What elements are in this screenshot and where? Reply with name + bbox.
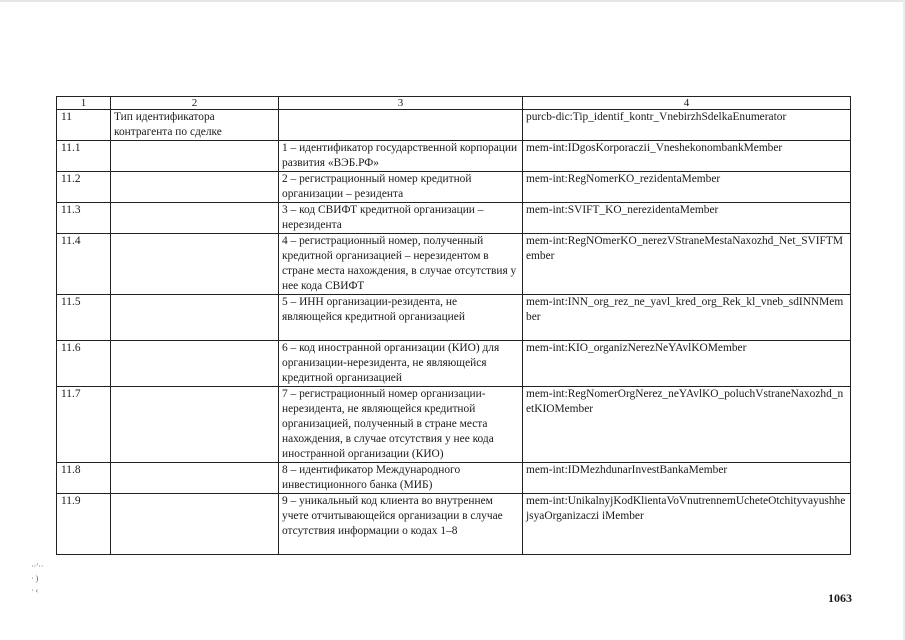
row-description: [279, 110, 523, 141]
column-header: 4: [523, 97, 851, 110]
data-table: [56, 96, 851, 555]
row-name: [111, 387, 279, 463]
table-row: [57, 141, 851, 172]
column-header: 1: [57, 97, 111, 110]
column-header: 2: [111, 97, 279, 110]
row-code: 11.9: [57, 494, 111, 555]
row-value: mem-int:RegNOmerKO_nerezVStraneMestaNaxozhd_Net_SVIFTMember: [523, 234, 851, 295]
row-value: mem-int:INN_org_rez_ne_yavl_kred_org_Rek_kl_vneb_sdINNMember: [523, 295, 851, 341]
row-description: 7 – регистрационный номер организации-нерезидента, не являющейся кредитной организацией, полученный в стране места нахождения, в случае отсутствия у нее кода иностранной организации (КИО): [279, 387, 523, 463]
table-row: [57, 387, 851, 463]
row-value: mem-int:IDgosKorporaczii_VneshekonombankMember: [523, 141, 851, 172]
table-row: [57, 203, 851, 234]
table-header-row: [57, 97, 851, 110]
row-name: [111, 172, 279, 203]
table-row: [57, 463, 851, 494]
row-code: 11.3: [57, 203, 111, 234]
row-code: 11.2: [57, 172, 111, 203]
row-name: [111, 234, 279, 295]
row-description: 6 – код иностранной организации (КИО) для организации-нерезидента, не являющейся кредитной организацией: [279, 341, 523, 387]
table-row: [57, 494, 851, 555]
row-value: mem-int:RegNomerOrgNerez_neYAvlKO_poluchVstraneNaxozhd_netKIOMember: [523, 387, 851, 463]
row-code: 11.1: [57, 141, 111, 172]
row-value: mem-int:KIO_organizNerezNeYAvlKOMember: [523, 341, 851, 387]
row-name: [111, 295, 279, 341]
row-description: 2 – регистрационный номер кредитной организации – резидента: [279, 172, 523, 203]
margin-marks: ··′·· · ) · ‹: [31, 562, 44, 595]
row-code: 11.7: [57, 387, 111, 463]
row-code: 11.6: [57, 341, 111, 387]
row-value: purcb-dic:Tip_identif_kontr_VnebirzhSdelkaEnumerator: [523, 110, 851, 141]
row-description: 5 – ИНН организации-резидента, не являющейся кредитной организацией: [279, 295, 523, 341]
row-code: 11.8: [57, 463, 111, 494]
row-description: 1 – идентификатор государственной корпорации развития «ВЭБ.РФ»: [279, 141, 523, 172]
row-value: mem-int:SVIFT_KO_nerezidentaMember: [523, 203, 851, 234]
row-value: mem-int:IDMezhdunarInvestBankaMember: [523, 463, 851, 494]
row-description: 9 – уникальный код клиента во внутреннем учете отчитывающейся организации в случае отсутствия информации о кодах 1–8: [279, 494, 523, 555]
row-description: 4 – регистрационный номер, полученный кредитной организацией – нерезидентом в стране места нахождения, в случае отсутствия у нее кода СВИФТ: [279, 234, 523, 295]
page-number: 1063: [828, 591, 852, 605]
row-name: [111, 203, 279, 234]
page-edge-top: [0, 0, 905, 2]
row-name: Тип идентификатора контрагента по сделке: [111, 110, 279, 141]
row-value: mem-int:RegNomerKO_rezidentaMember: [523, 172, 851, 203]
row-description: 8 – идентификатор Международного инвестиционного банка (МИБ): [279, 463, 523, 494]
row-code: 11: [57, 110, 111, 141]
row-name: [111, 494, 279, 555]
row-name: [111, 463, 279, 494]
table-row: [57, 110, 851, 141]
row-code: 11.4: [57, 234, 111, 295]
table-row: [57, 341, 851, 387]
row-code: 11.5: [57, 295, 111, 341]
table-row: [57, 234, 851, 295]
row-name: [111, 141, 279, 172]
row-name: [111, 341, 279, 387]
table-row: [57, 172, 851, 203]
table-row: [57, 295, 851, 341]
column-header: 3: [279, 97, 523, 110]
row-value: mem-int:UnikalnyjKodKlientaVoVnutrennemUcheteOtchityvayushhejsyaOrganizaczi iMember: [523, 494, 851, 555]
row-description: 3 – код СВИФТ кредитной организации – нерезидента: [279, 203, 523, 234]
